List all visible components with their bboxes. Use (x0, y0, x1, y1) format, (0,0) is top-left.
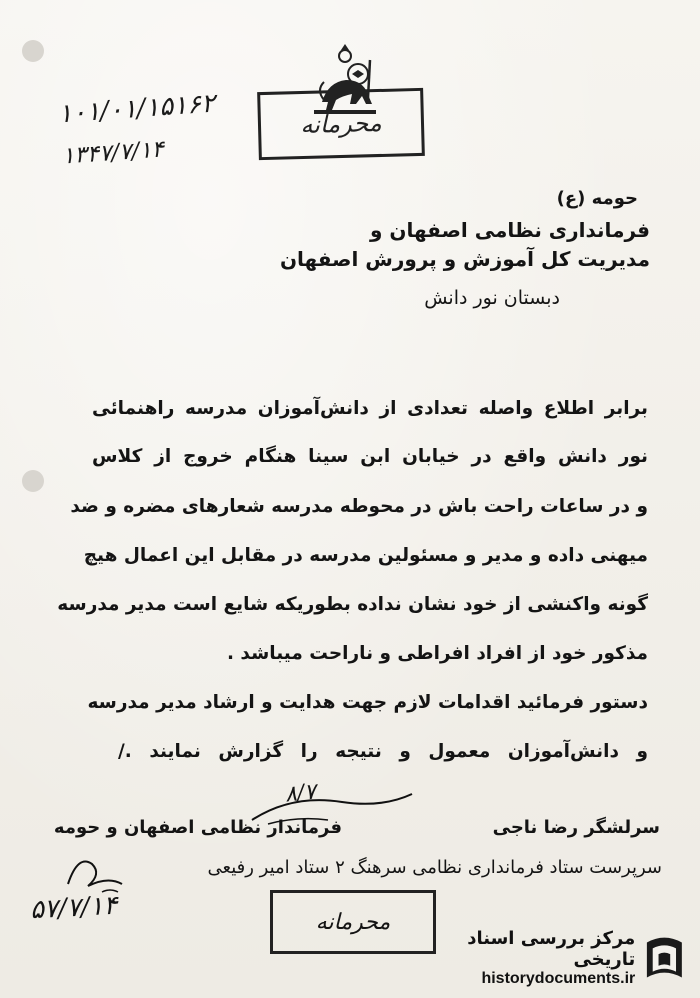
body-line: مذکور خود از افراد افراطی و ناراحت میباشد . (226, 643, 648, 664)
recipient-line-2: مدیریت کل آموزش و پرورش اصفهان (279, 247, 650, 271)
signature-title: فرماندار نظامی اصفهان و حومه (53, 817, 342, 838)
staff-line: سرپرست ستاد فرمانداری نظامی سرهنگ ۲ ستاد امیر رفیعی (207, 857, 662, 878)
district-label: حومه (ع) (556, 188, 638, 209)
body-line: دستور فرمائید اقدامات لازم جهت هدایت و ارشاد مدیر مدرسه (87, 692, 648, 713)
archive-logo-icon (643, 932, 686, 986)
reference-date: ۱۳۴۷/۷/۱۴ (61, 136, 165, 170)
body-line: میهنی داده و مدیر و مسئولین مدرسه در مقابل این اعمال هیچ (83, 545, 648, 566)
classification-stamp-top: محرمانه (257, 88, 425, 160)
archive-watermark (406, 928, 686, 990)
recipient-line-3: دبستان نور دانش (424, 287, 560, 309)
body-line: گونه واکنشی از خود نشان نداده بطوریکه شایع است مدیر مدرسه (57, 594, 648, 615)
watermark-org-name: مرکز بررسی اسناد تاریخی (467, 928, 636, 970)
punch-hole (22, 470, 44, 492)
signature-date: ۸/۷ (283, 779, 318, 808)
body-line: نور دانش واقع در خیابان ابن سینا هنگام خروج از کلاس (92, 446, 648, 467)
reference-number: ۱۰۱/۰۱/۱۵۱۶۲ (57, 88, 217, 130)
bottom-reference: ۵۷/۷/۱۴ (29, 890, 119, 926)
punch-hole (22, 40, 44, 62)
signature-name: سرلشگر رضا ناجی (492, 817, 660, 838)
body-line: برابر اطلاع واصله تعدادی از دانش‌آموزان مدرسه راهنمائی (92, 398, 648, 419)
body-line: و در ساعات راحت باش در محوطه مدرسه شعارهای مضره و ضد (70, 496, 648, 517)
watermark-url: historydocuments.ir (481, 970, 636, 988)
classification-stamp-bottom: محرمانه (270, 890, 436, 954)
recipient-line-1: فرمانداری نظامی اصفهان و (370, 218, 650, 242)
body-line: و دانش‌آموزان معمول و نتیجه را گزارش نمایند ./ (118, 741, 648, 762)
initial-scribble-icon (62, 848, 132, 898)
